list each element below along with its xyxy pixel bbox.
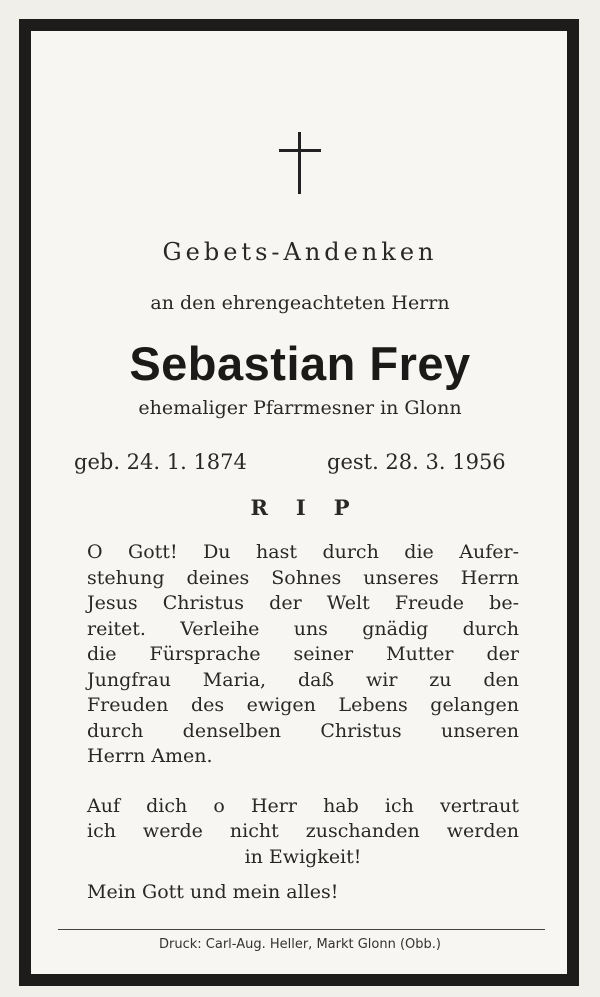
prayer-line: Freuden des ewigen Lebens gelangen (87, 694, 519, 716)
deceased-name: Sebastian Frey (129, 337, 471, 390)
prayer-line: O Gott! Du hast durch die Aufer- (87, 541, 519, 563)
prayer-line: durch denselben Christus unseren (87, 719, 519, 742)
prayer-line: reitet. Verleihe uns gnädig durch (87, 617, 519, 640)
printer-credit: Druck: Carl-Aug. Heller, Markt Glonn (Obb.) (159, 937, 441, 952)
deceased-occupation: ehemaliger Pfarrmesner in Glonn (138, 397, 462, 419)
prayer-line: stehung deines Sohnes unseres Herrn (87, 566, 519, 589)
prayer-line: Jesus Christus der Welt Freude be- (87, 592, 519, 614)
verse-line: ich werde nicht zuschanden werden (87, 820, 519, 842)
prayer-line: Jungfrau Maria, daß wir zu den (87, 668, 519, 691)
card-heading: Gebets-Andenken (162, 238, 438, 266)
prayer-text (87, 540, 519, 906)
verse-line: in Ewigkeit! (244, 845, 362, 868)
death-date: gest. 28. 3. 1956 (327, 450, 506, 474)
birth-date: geb. 24. 1. 1874 (74, 450, 247, 474)
prayer-line: die Fürsprache seiner Mutter der (87, 643, 519, 665)
footer-divider (58, 929, 545, 930)
cross-icon (279, 132, 321, 194)
verse-line: Auf dich o Herr hab ich vertraut (87, 794, 519, 817)
prayer-line: Herrn Amen. (87, 745, 213, 767)
card-subheading: an den ehrengeachteten Herrn (150, 292, 450, 314)
closing-line: Mein Gott und mein alles! (87, 881, 339, 903)
rip-text: RIP (250, 495, 378, 520)
